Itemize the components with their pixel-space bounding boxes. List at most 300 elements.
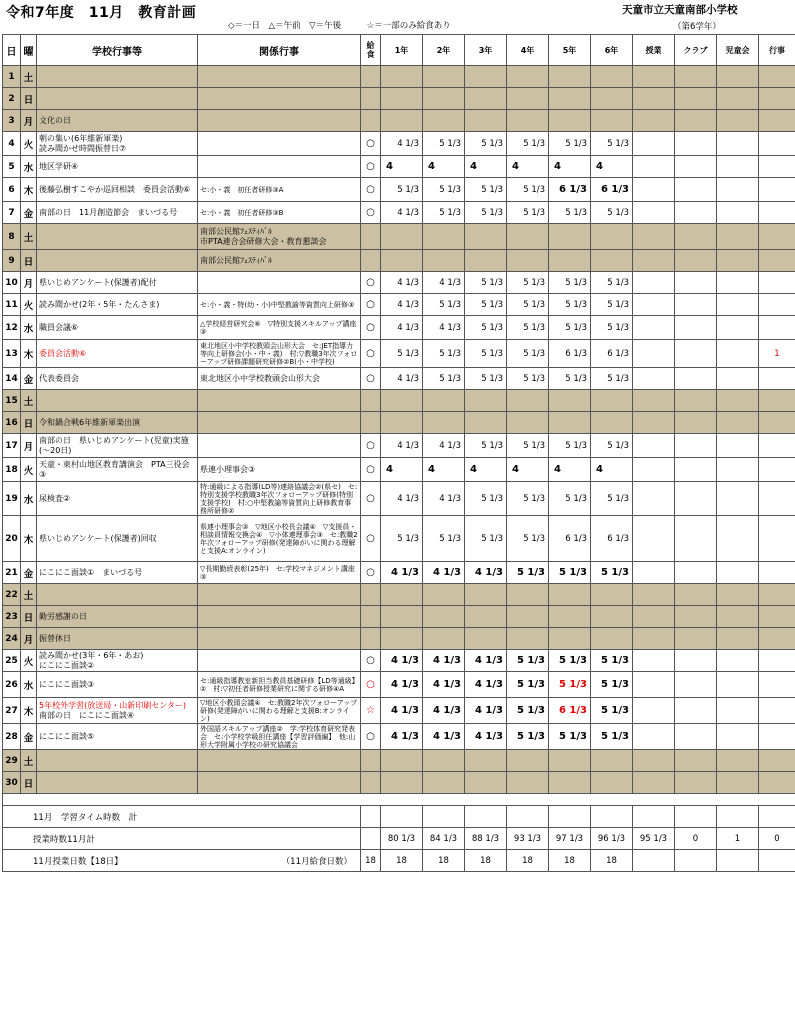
events2-cell [759, 390, 795, 412]
grade1-cell: 4 1/3 [381, 294, 423, 316]
club-cell [675, 516, 717, 562]
lessons-cell [633, 178, 675, 202]
table-row [3, 628, 795, 650]
grade2-cell [423, 584, 465, 606]
grade3-cell: 4 1/3 [465, 562, 507, 584]
lessons-cell [633, 250, 675, 272]
events2-cell [759, 368, 795, 390]
days-label [3, 850, 361, 872]
lunch-cell [361, 390, 381, 412]
event-cell: にこにこ面談① まいづる号 [37, 562, 198, 584]
table-row [3, 412, 795, 434]
weekday-cell: 月 [21, 272, 37, 294]
event-cell: 県いじめアンケート(保護者)配付 [37, 272, 198, 294]
event-cell: 南部の日 11月創造節会 まいづる号 [37, 202, 198, 224]
table-row [3, 458, 795, 482]
weekday-cell: 木 [21, 340, 37, 368]
grade5-cell: 4 [549, 156, 591, 178]
weekday-cell: 土 [21, 390, 37, 412]
related-cell: 南部公民館ﾌｪｽﾃｨﾊﾞﾙ 市PTA連合会研修大会・教育懇談会 [198, 224, 361, 250]
col-g3: 3年 [465, 35, 507, 66]
club-cell [675, 110, 717, 132]
council-cell [717, 482, 759, 516]
grade6-cell: 5 1/3 [591, 650, 633, 672]
table-row [3, 750, 795, 772]
related-cell: 特:通級による指導(LD等)連絡協議会②(県セ) セ:特別支援学校教職3年次フォローアップ研修(特別支援学校) 村:○中堅教諭等資質向上研修教育事務所研修② [198, 482, 361, 516]
day-cell: 21 [3, 562, 21, 584]
related-cell [198, 628, 361, 650]
day-cell: 20 [3, 516, 21, 562]
table-row [3, 584, 795, 606]
grade-label: （第6学年） [673, 22, 721, 32]
council-cell [717, 250, 759, 272]
grade3-cell [465, 88, 507, 110]
event-cell [37, 698, 198, 724]
council-cell [717, 224, 759, 250]
club-cell [675, 202, 717, 224]
grade1-cell: 5 1/3 [381, 340, 423, 368]
grade4-cell: 5 1/3 [507, 724, 549, 750]
lunch-cell: ○ [361, 672, 381, 698]
lesson-total-g6: 96 1/3 [591, 828, 633, 850]
events2-cell [759, 434, 795, 458]
event-cell: 南部の日 県いじめアンケート(児童)実施(～20日) [37, 434, 198, 458]
related-cell [198, 132, 361, 156]
lunch-cell [361, 584, 381, 606]
grade4-cell: 5 1/3 [507, 316, 549, 340]
weekday-cell: 月 [21, 110, 37, 132]
grade4-cell [507, 772, 549, 794]
lunch-days: 18 [361, 850, 381, 872]
grade6-cell [591, 88, 633, 110]
grade2-cell: 5 1/3 [423, 368, 465, 390]
grade2-cell: 4 1/3 [423, 562, 465, 584]
table-row [3, 224, 795, 250]
grade6-cell [591, 584, 633, 606]
event-cell [37, 250, 198, 272]
lessons-cell [633, 224, 675, 250]
grade2-cell [423, 224, 465, 250]
council-cell [717, 66, 759, 88]
day-cell: 18 [3, 458, 21, 482]
table-row [3, 272, 795, 294]
events2-cell [759, 516, 795, 562]
weekday-cell: 土 [21, 66, 37, 88]
grade5-cell: 5 1/3 [549, 316, 591, 340]
lunch-cell: ○ [361, 178, 381, 202]
related-cell: 南部公民館ﾌｪｽﾃｨﾊﾞﾙ [198, 250, 361, 272]
weekday-cell: 金 [21, 368, 37, 390]
grade2-cell: 4 1/3 [423, 272, 465, 294]
lunch-days-label: （11月給食日数） [281, 856, 352, 867]
events2-cell [759, 698, 795, 724]
grade2-cell: 4 1/3 [423, 698, 465, 724]
events2-cell [759, 672, 795, 698]
council-cell [717, 132, 759, 156]
club-cell [675, 412, 717, 434]
lunch-cell: ○ [361, 516, 381, 562]
grade3-cell: 4 1/3 [465, 650, 507, 672]
lessons-cell [633, 434, 675, 458]
related-cell [198, 412, 361, 434]
grade2-cell [423, 66, 465, 88]
lunch-cell [361, 250, 381, 272]
grade1-cell: 4 1/3 [381, 272, 423, 294]
grade5-cell: 6 1/3 [549, 340, 591, 368]
lessons-cell [633, 458, 675, 482]
day-cell: 23 [3, 606, 21, 628]
days-label-text: 11月授業日数【18日】 [33, 856, 123, 867]
day-cell: 22 [3, 584, 21, 606]
event-cell: 令和鍋合戦6年維新軍楽出演 [37, 412, 198, 434]
events2-cell [759, 178, 795, 202]
grade1-cell: 4 1/3 [381, 368, 423, 390]
events2-cell [759, 412, 795, 434]
event-cell: 尿検査② [37, 482, 198, 516]
grade4-cell [507, 606, 549, 628]
spacer-row [3, 794, 795, 806]
grade6-cell: 5 1/3 [591, 316, 633, 340]
grade1-cell: 4 1/3 [381, 434, 423, 458]
days-row [3, 850, 795, 872]
club-cell [675, 628, 717, 650]
lesson-total-g3: 88 1/3 [465, 828, 507, 850]
page-title: 令和7年度 11月 教育計画 [6, 5, 197, 21]
grade4-cell: 5 1/3 [507, 272, 549, 294]
grade6-cell [591, 412, 633, 434]
table-row [3, 88, 795, 110]
weekday-cell: 水 [21, 156, 37, 178]
grade5-cell: 5 1/3 [549, 434, 591, 458]
grade3-cell [465, 250, 507, 272]
grade5-cell [549, 66, 591, 88]
grade5-cell [549, 250, 591, 272]
day-cell: 14 [3, 368, 21, 390]
lunch-cell: ○ [361, 340, 381, 368]
table-row [3, 132, 795, 156]
weekday-cell: 木 [21, 698, 37, 724]
grade3-cell: 4 [465, 156, 507, 178]
event-cell: 文化の日 [37, 110, 198, 132]
grade3-cell: 5 1/3 [465, 434, 507, 458]
grade2-cell [423, 88, 465, 110]
lessons-cell [633, 368, 675, 390]
grade4-cell [507, 412, 549, 434]
grade2-cell: 4 1/3 [423, 672, 465, 698]
grade4-cell [507, 110, 549, 132]
grade1-cell [381, 750, 423, 772]
club-cell [675, 340, 717, 368]
club-cell [675, 650, 717, 672]
lesson-total-label: 授業時数11月計 [3, 828, 361, 850]
day-cell: 6 [3, 178, 21, 202]
grade4-cell: 5 1/3 [507, 672, 549, 698]
event-cell: 勤労感謝の日 [37, 606, 198, 628]
grade3-cell [465, 606, 507, 628]
grade6-cell [591, 390, 633, 412]
weekday-cell: 日 [21, 412, 37, 434]
weekday-cell: 木 [21, 178, 37, 202]
event-cell: 読み聞かせ(2年・5年・たんさま) [37, 294, 198, 316]
event-cell: 読み聞かせ(3年・6年・あお) にこにこ面談② [37, 650, 198, 672]
council-cell [717, 606, 759, 628]
grade6-cell: 5 1/3 [591, 368, 633, 390]
grade1-cell [381, 628, 423, 650]
related-cell [198, 584, 361, 606]
grade2-cell [423, 606, 465, 628]
grade3-cell: 4 1/3 [465, 724, 507, 750]
related-cell [198, 66, 361, 88]
weekday-cell: 木 [21, 516, 37, 562]
events2-cell [759, 750, 795, 772]
grade3-cell [465, 66, 507, 88]
events2-cell [759, 562, 795, 584]
lessons-cell [633, 724, 675, 750]
col-g4: 4年 [507, 35, 549, 66]
day-cell: 2 [3, 88, 21, 110]
council-cell [717, 516, 759, 562]
grade5-cell [549, 110, 591, 132]
related-cell [198, 606, 361, 628]
events2-cell: 1 [759, 340, 795, 368]
lesson-total-row [3, 828, 795, 850]
day-cell: 24 [3, 628, 21, 650]
lesson-total-g2: 84 1/3 [423, 828, 465, 850]
lessons-cell [633, 340, 675, 368]
lunch-cell [361, 110, 381, 132]
grade3-cell: 5 1/3 [465, 340, 507, 368]
council-cell [717, 584, 759, 606]
lunch-cell: ○ [361, 368, 381, 390]
club-cell [675, 584, 717, 606]
day-cell: 4 [3, 132, 21, 156]
grade6-cell [591, 66, 633, 88]
grade4-cell: 5 1/3 [507, 698, 549, 724]
grade4-cell: 5 1/3 [507, 202, 549, 224]
table-row [3, 482, 795, 516]
lesson-total-lessons: 95 1/3 [633, 828, 675, 850]
grade2-cell [423, 772, 465, 794]
lessons-cell [633, 698, 675, 724]
weekday-cell: 水 [21, 672, 37, 698]
grade3-cell [465, 110, 507, 132]
grade4-cell: 4 [507, 458, 549, 482]
grade6-cell: 5 1/3 [591, 272, 633, 294]
col-lunch: 給食 [361, 35, 381, 66]
days-g3: 18 [465, 850, 507, 872]
col-g2: 2年 [423, 35, 465, 66]
grade5-cell [549, 628, 591, 650]
table-row [3, 434, 795, 458]
grade1-cell: 4 1/3 [381, 132, 423, 156]
events2-cell [759, 156, 795, 178]
day-cell: 1 [3, 66, 21, 88]
events2-cell [759, 650, 795, 672]
club-cell [675, 724, 717, 750]
club-cell [675, 482, 717, 516]
day-cell: 10 [3, 272, 21, 294]
grade5-cell [549, 412, 591, 434]
council-cell [717, 368, 759, 390]
event-cell: 天童・東村山地区教育講演会 PTA三役会③ [37, 458, 198, 482]
grade3-cell: 5 1/3 [465, 368, 507, 390]
table-row [3, 390, 795, 412]
lunch-cell [361, 88, 381, 110]
events2-cell [759, 202, 795, 224]
grade6-cell [591, 750, 633, 772]
lunch-cell: ○ [361, 650, 381, 672]
club-cell [675, 458, 717, 482]
lessons-cell [633, 650, 675, 672]
grade2-cell: 4 1/3 [423, 434, 465, 458]
lesson-total-g1: 80 1/3 [381, 828, 423, 850]
grade6-cell [591, 772, 633, 794]
grade4-cell [507, 88, 549, 110]
day-cell: 9 [3, 250, 21, 272]
council-cell [717, 458, 759, 482]
weekday-cell: 日 [21, 606, 37, 628]
weekday-cell: 水 [21, 316, 37, 340]
study-time-label: 11月 学習タイム時数 計 [3, 806, 361, 828]
day-cell: 3 [3, 110, 21, 132]
events2-cell [759, 482, 795, 516]
lessons-cell [633, 772, 675, 794]
legend: ◇＝一日 △＝午前 ▽＝午後 ☆＝一部のみ給食あり [228, 21, 451, 31]
grade5-cell [549, 584, 591, 606]
event-cell [37, 66, 198, 88]
grade5-cell [549, 750, 591, 772]
event-cell [37, 772, 198, 794]
events2-cell [759, 110, 795, 132]
table-row [3, 202, 795, 224]
lessons-cell [633, 390, 675, 412]
grade2-cell [423, 110, 465, 132]
grade4-cell: 5 1/3 [507, 482, 549, 516]
grade1-cell [381, 606, 423, 628]
lesson-total-council: 1 [717, 828, 759, 850]
lunch-cell: ○ [361, 724, 381, 750]
lunch-cell: ○ [361, 316, 381, 340]
grade2-cell: 4 1/3 [423, 650, 465, 672]
grade5-cell: 5 1/3 [549, 562, 591, 584]
council-cell [717, 202, 759, 224]
lessons-cell [633, 628, 675, 650]
grade2-cell [423, 250, 465, 272]
day-cell: 30 [3, 772, 21, 794]
col-events: 学校行事等 [37, 35, 198, 66]
grade3-cell [465, 628, 507, 650]
grade6-cell: 5 1/3 [591, 562, 633, 584]
day-cell: 19 [3, 482, 21, 516]
grade1-cell: 4 1/3 [381, 672, 423, 698]
grade1-cell [381, 250, 423, 272]
event-cell: 代表委員会 [37, 368, 198, 390]
lessons-cell [633, 66, 675, 88]
grade5-cell: 5 1/3 [549, 650, 591, 672]
col-day: 日 [3, 35, 21, 66]
grade2-cell: 5 1/3 [423, 178, 465, 202]
lesson-total-g4: 93 1/3 [507, 828, 549, 850]
club-cell [675, 132, 717, 156]
lunch-cell: ○ [361, 482, 381, 516]
table-row [3, 698, 795, 724]
events2-cell [759, 772, 795, 794]
col-club: クラブ [675, 35, 717, 66]
grade3-cell: 4 1/3 [465, 672, 507, 698]
council-cell [717, 110, 759, 132]
grade6-cell: 4 [591, 156, 633, 178]
weekday-cell: 火 [21, 132, 37, 156]
weekday-cell: 金 [21, 202, 37, 224]
lunch-cell: ○ [361, 434, 381, 458]
table-row [3, 294, 795, 316]
lessons-cell [633, 584, 675, 606]
grade2-cell: 4 [423, 458, 465, 482]
grade3-cell [465, 224, 507, 250]
col-g1: 1年 [381, 35, 423, 66]
day-cell: 11 [3, 294, 21, 316]
grade4-cell [507, 66, 549, 88]
lunch-cell: ☆ [361, 698, 381, 724]
grade2-cell [423, 412, 465, 434]
grade5-cell: 5 1/3 [549, 482, 591, 516]
grade3-cell [465, 584, 507, 606]
events2-cell [759, 224, 795, 250]
day-cell: 26 [3, 672, 21, 698]
grade4-cell: 5 1/3 [507, 178, 549, 202]
related-cell: ▽地区小教頭会議④ セ:教職2年次フォローアップ研修(発達障がいに関わる理解と支援B:オンライン) [198, 698, 361, 724]
grade1-cell: 4 1/3 [381, 724, 423, 750]
events2-cell [759, 724, 795, 750]
day-cell: 16 [3, 412, 21, 434]
lessons-cell [633, 272, 675, 294]
grade1-cell: 4 1/3 [381, 698, 423, 724]
lunch-cell: ○ [361, 562, 381, 584]
lessons-cell [633, 88, 675, 110]
grade5-cell: 5 1/3 [549, 132, 591, 156]
lessons-cell [633, 132, 675, 156]
weekday-cell: 月 [21, 434, 37, 458]
table-row [3, 340, 795, 368]
grade5-cell: 5 1/3 [549, 672, 591, 698]
grade1-cell: 5 1/3 [381, 178, 423, 202]
weekday-cell: 土 [21, 750, 37, 772]
related-cell: ▽長期勤続表彰(25年) セ:学校マネジメント講座③ [198, 562, 361, 584]
day-cell: 27 [3, 698, 21, 724]
grade5-cell: 6 1/3 [549, 516, 591, 562]
day-cell: 12 [3, 316, 21, 340]
grade3-cell: 5 1/3 [465, 272, 507, 294]
grade3-cell: 5 1/3 [465, 132, 507, 156]
grade4-cell: 5 1/3 [507, 132, 549, 156]
event-cell: 県いじめアンケート(保護者)回収 [37, 516, 198, 562]
lessons-cell [633, 110, 675, 132]
related-cell: 県連小理事会③ ▽地区小校長会議④ ▽支援員・相談員情報交換会④ ▽小体連理事会③ セ:教職2年次フォローアップ研修(発達障がいに関わる理解と支援A:オンライン) [198, 516, 361, 562]
events2-cell [759, 132, 795, 156]
lunch-cell [361, 750, 381, 772]
grade4-cell: 5 1/3 [507, 368, 549, 390]
study-time-row [3, 806, 795, 828]
lunch-cell [361, 628, 381, 650]
event-cell [37, 88, 198, 110]
grade3-cell: 4 [465, 458, 507, 482]
related-cell: 東北地区小中学校教頭会山形大会 [198, 368, 361, 390]
club-cell [675, 434, 717, 458]
club-cell [675, 88, 717, 110]
club-cell [675, 390, 717, 412]
events2-cell [759, 458, 795, 482]
grade4-cell: 5 1/3 [507, 434, 549, 458]
